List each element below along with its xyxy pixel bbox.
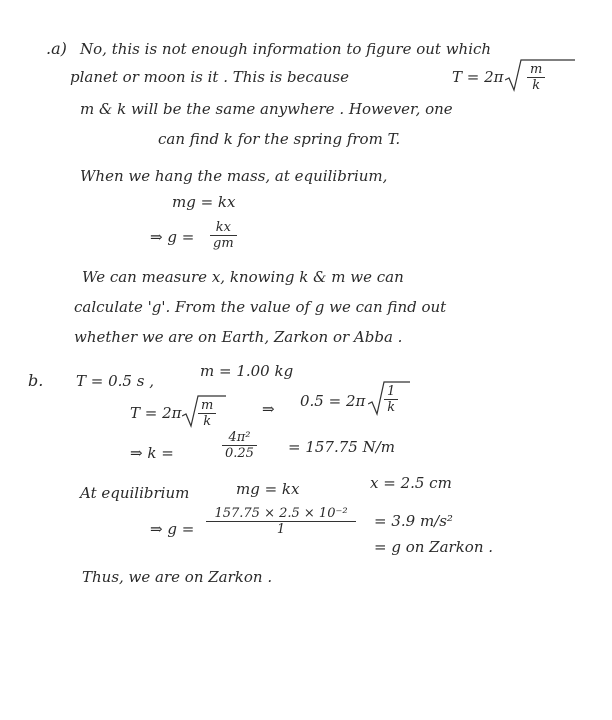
fraction-numerator: 4π² [222,430,257,446]
fraction-numerator: m [527,62,545,78]
g-result: = 3.9 m/s² [374,512,453,530]
fraction-4pi2-over-025 [222,430,257,461]
period-equation: T = 2π [130,404,182,422]
fraction-denominator: gm [213,236,234,251]
fraction-denominator: k [203,414,212,429]
fraction-denominator: 0.25 [225,446,254,461]
k-equation-prefix: ⇒ k = [130,444,174,462]
part-a-line-4: can find k for the spring from T. [158,130,401,148]
fraction-denominator: k [387,400,396,415]
part-a-line-6: We can measure x, knowing k & m we can [82,268,404,286]
part-a-line-2: planet or moon is it . This is because [70,68,350,86]
equilibrium-equation: mg = kx [236,480,300,498]
fraction-numerator: kx [210,220,237,236]
substituted-equation: 0.5 = 2π [300,392,366,410]
conclusion: Thus, we are on Zarkon . [82,568,273,586]
g-equation-prefix: ⇒ g = [150,520,195,538]
part-a-label: .a) [46,39,67,58]
implies-arrow: ⇒ [262,400,275,418]
part-a-line-8: whether we are on Earth, Zarkon or Abba . [74,328,403,346]
equation-g-prefix: ⇒ g = [150,228,195,246]
equation-mg-kx: mg = kx [172,193,236,211]
displacement-value: x = 2.5 cm [370,474,452,492]
fraction-m-over-k-b [198,398,216,429]
fraction-m-over-k [527,62,545,93]
fraction-numerator: 157.75 × 2.5 × 10⁻² [206,506,356,522]
equilibrium-label: At equilibrium [80,484,190,502]
part-a-line-1: No, this is not enough information to figure out which [80,40,492,58]
given-period: T = 0.5 s , [76,372,154,390]
fraction-kx-over-gm [210,220,237,251]
fraction-numerator: 1 [384,384,398,400]
fraction-denominator: 1 [276,522,286,537]
part-a-line-7: calculate 'g'. From the value of g we can find out [74,298,447,316]
fraction-denominator: k [532,78,541,93]
given-mass: m = 1.00 kg [200,362,294,380]
part-a-line-5: When we hang the mass, at equilibrium, [80,167,388,185]
fraction-1-over-k [384,384,398,415]
fraction-g-calculation [206,506,356,537]
k-result: = 157.75 N/m [288,438,395,456]
fraction-numerator: m [198,398,216,414]
part-a-line-3: m & k will be the same anywhere . However, one [80,100,453,118]
part-b-label: b. [28,371,44,390]
period-formula: T = 2π [452,68,504,86]
g-on-zarkon: = g on Zarkon . [374,538,494,556]
